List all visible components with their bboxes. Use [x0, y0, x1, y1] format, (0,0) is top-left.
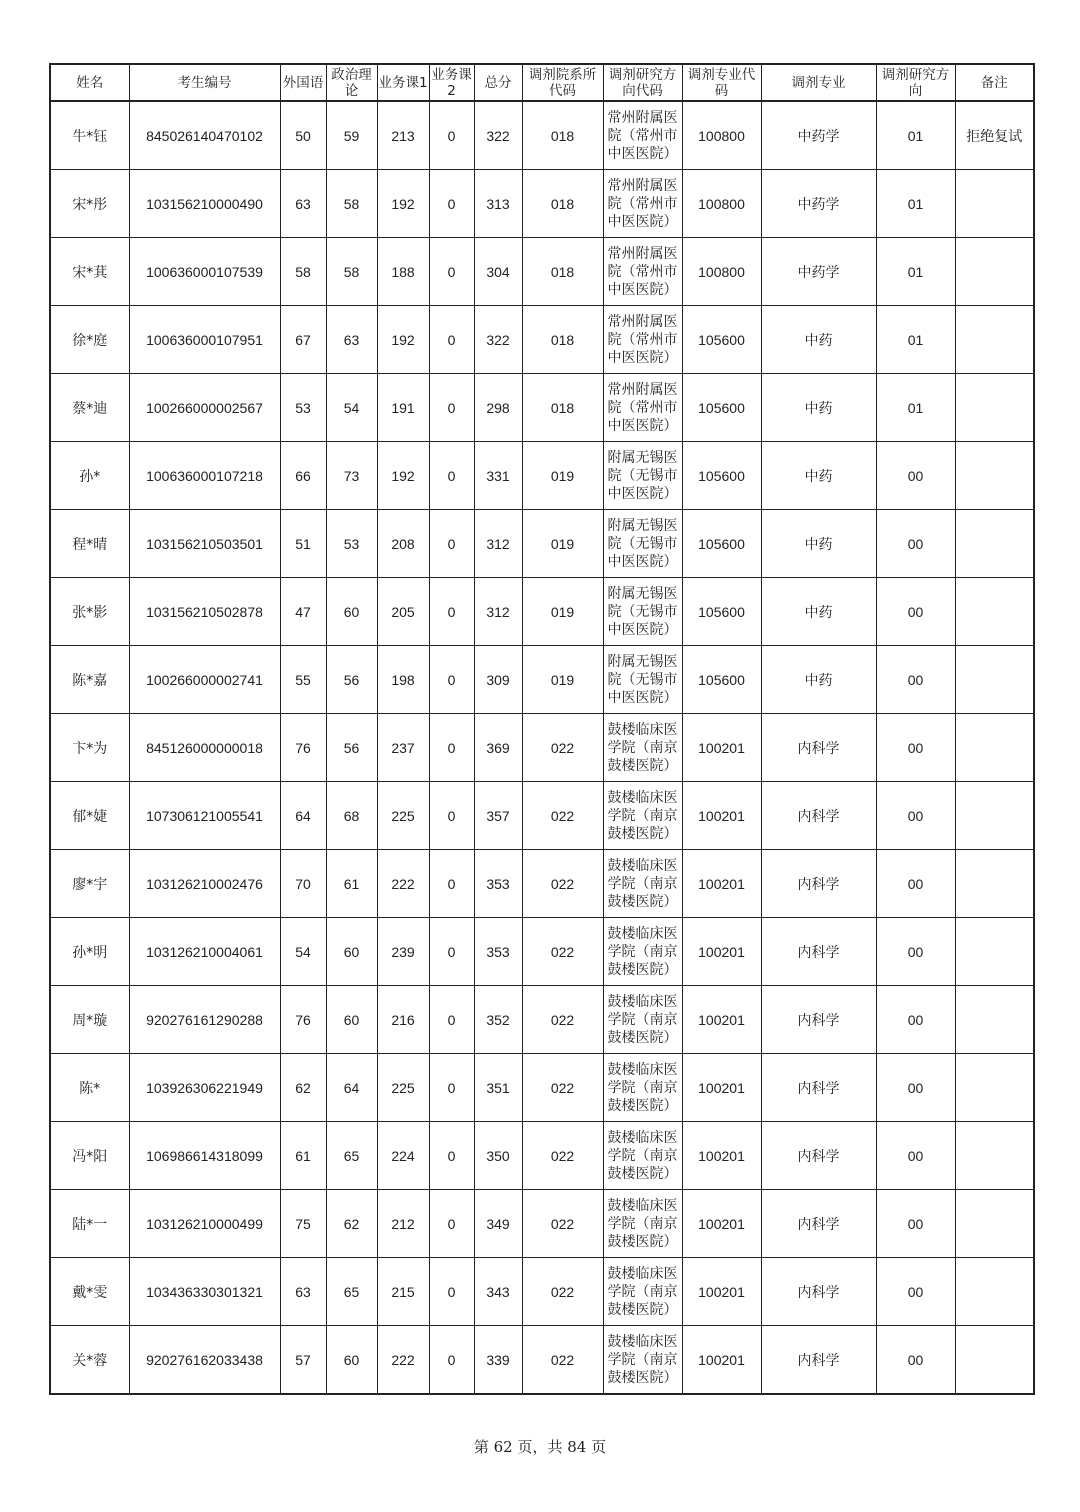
- cell-candidate-id: 100636000107218: [129, 442, 280, 510]
- cell-major-code: 100201: [682, 918, 761, 986]
- cell-name: 宋*彤: [50, 170, 129, 238]
- cell-subject2: 0: [429, 782, 474, 850]
- cell-politics: 64: [326, 1054, 377, 1122]
- table-row: [50, 1326, 1034, 1395]
- table-row: [50, 238, 1034, 306]
- cell-subject2: 0: [429, 850, 474, 918]
- cell-research-direction-code: 常州附属医院（常州市中医医院）: [603, 238, 682, 306]
- cell-research-direction-code: 附属无锡医院（无锡市中医医院）: [603, 510, 682, 578]
- cell-remarks: [955, 1122, 1034, 1190]
- table-row: [50, 374, 1034, 442]
- cell-research-direction-code: 鼓楼临床医学院（南京鼓楼医院）: [603, 1122, 682, 1190]
- header-research-direction: 调剂研究方向: [876, 64, 955, 101]
- cell-subject2: 0: [429, 578, 474, 646]
- admission-table: [49, 63, 1035, 1395]
- table-body: [50, 101, 1034, 1394]
- header-subject2: 业务课2: [429, 64, 474, 101]
- cell-name: 周*璇: [50, 986, 129, 1054]
- cell-subject2: 0: [429, 1326, 474, 1395]
- cell-dept-code: 022: [522, 1054, 603, 1122]
- cell-name: 戴*雯: [50, 1258, 129, 1326]
- cell-subject1: 188: [377, 238, 429, 306]
- cell-dept-code: 018: [522, 101, 603, 170]
- cell-politics: 62: [326, 1190, 377, 1258]
- table-row: [50, 1054, 1034, 1122]
- cell-research-direction: 01: [876, 238, 955, 306]
- cell-total: 331: [474, 442, 522, 510]
- cell-total: 309: [474, 646, 522, 714]
- cell-politics: 65: [326, 1258, 377, 1326]
- cell-candidate-id: 100266000002741: [129, 646, 280, 714]
- cell-subject1: 212: [377, 1190, 429, 1258]
- cell-subject1: 216: [377, 986, 429, 1054]
- cell-dept-code: 019: [522, 442, 603, 510]
- cell-candidate-id: 920276162033438: [129, 1326, 280, 1395]
- table-row: [50, 714, 1034, 782]
- cell-research-direction: 00: [876, 782, 955, 850]
- table-row: [50, 306, 1034, 374]
- table-row: [50, 782, 1034, 850]
- cell-politics: 63: [326, 306, 377, 374]
- cell-research-direction: 00: [876, 510, 955, 578]
- cell-subject1: 198: [377, 646, 429, 714]
- header-remarks: 备注: [955, 64, 1034, 101]
- cell-name: 孙*明: [50, 918, 129, 986]
- cell-subject2: 0: [429, 442, 474, 510]
- cell-foreign-language: 70: [280, 850, 326, 918]
- cell-dept-code: 022: [522, 782, 603, 850]
- cell-research-direction: 00: [876, 442, 955, 510]
- cell-foreign-language: 63: [280, 170, 326, 238]
- cell-total: 352: [474, 986, 522, 1054]
- cell-name: 牛*钰: [50, 101, 129, 170]
- cell-major-code: 100800: [682, 170, 761, 238]
- cell-major: 中药: [761, 442, 876, 510]
- cell-dept-code: 022: [522, 918, 603, 986]
- cell-candidate-id: 845126000000018: [129, 714, 280, 782]
- header-politics: 政治理论: [326, 64, 377, 101]
- table-row: [50, 578, 1034, 646]
- cell-name: 郁*婕: [50, 782, 129, 850]
- cell-subject1: 239: [377, 918, 429, 986]
- cell-major: 内科学: [761, 1326, 876, 1395]
- cell-name: 冯*阳: [50, 1122, 129, 1190]
- cell-dept-code: 019: [522, 646, 603, 714]
- cell-foreign-language: 57: [280, 1326, 326, 1395]
- header-research-direction-code: 调剂研究方向代码: [603, 64, 682, 101]
- cell-dept-code: 022: [522, 1258, 603, 1326]
- cell-major: 内科学: [761, 1258, 876, 1326]
- cell-foreign-language: 63: [280, 1258, 326, 1326]
- cell-remarks: [955, 646, 1034, 714]
- cell-subject2: 0: [429, 714, 474, 782]
- cell-major: 中药: [761, 646, 876, 714]
- cell-name: 关*蓉: [50, 1326, 129, 1395]
- cell-major-code: 100201: [682, 850, 761, 918]
- cell-research-direction: 00: [876, 850, 955, 918]
- header-major-code: 调剂专业代码: [682, 64, 761, 101]
- cell-dept-code: 022: [522, 850, 603, 918]
- cell-research-direction-code: 鼓楼临床医学院（南京鼓楼医院）: [603, 714, 682, 782]
- cell-total: 298: [474, 374, 522, 442]
- cell-politics: 54: [326, 374, 377, 442]
- header-foreign-language: 外国语: [280, 64, 326, 101]
- cell-subject2: 0: [429, 918, 474, 986]
- cell-dept-code: 022: [522, 986, 603, 1054]
- cell-subject1: 225: [377, 782, 429, 850]
- cell-major: 内科学: [761, 1122, 876, 1190]
- cell-politics: 58: [326, 170, 377, 238]
- cell-research-direction: 00: [876, 1326, 955, 1395]
- cell-research-direction: 00: [876, 1054, 955, 1122]
- header-name: 姓名: [50, 64, 129, 101]
- cell-foreign-language: 54: [280, 918, 326, 986]
- cell-dept-code: 018: [522, 238, 603, 306]
- cell-major-code: 100800: [682, 101, 761, 170]
- cell-dept-code: 022: [522, 1122, 603, 1190]
- header-dept-code: 调剂院系所代码: [522, 64, 603, 101]
- cell-major-code: 105600: [682, 442, 761, 510]
- header-total: 总分: [474, 64, 522, 101]
- cell-total: 357: [474, 782, 522, 850]
- cell-candidate-id: 103156210000490: [129, 170, 280, 238]
- cell-foreign-language: 51: [280, 510, 326, 578]
- cell-subject1: 213: [377, 101, 429, 170]
- cell-research-direction: 01: [876, 170, 955, 238]
- cell-major: 内科学: [761, 850, 876, 918]
- cell-major: 内科学: [761, 1190, 876, 1258]
- cell-research-direction-code: 附属无锡医院（无锡市中医医院）: [603, 578, 682, 646]
- cell-research-direction-code: 鼓楼临床医学院（南京鼓楼医院）: [603, 986, 682, 1054]
- cell-major: 内科学: [761, 782, 876, 850]
- cell-politics: 56: [326, 646, 377, 714]
- cell-remarks: [955, 918, 1034, 986]
- table-row: [50, 850, 1034, 918]
- cell-major: 内科学: [761, 986, 876, 1054]
- cell-dept-code: 022: [522, 1326, 603, 1395]
- cell-major: 中药学: [761, 101, 876, 170]
- cell-name: 程*晴: [50, 510, 129, 578]
- cell-dept-code: 018: [522, 170, 603, 238]
- cell-remarks: [955, 1258, 1034, 1326]
- cell-remarks: [955, 714, 1034, 782]
- cell-major-code: 100201: [682, 1122, 761, 1190]
- cell-remarks: [955, 578, 1034, 646]
- cell-research-direction: 01: [876, 374, 955, 442]
- cell-research-direction: 00: [876, 578, 955, 646]
- table-row: [50, 646, 1034, 714]
- cell-remarks: [955, 170, 1034, 238]
- header-major: 调剂专业: [761, 64, 876, 101]
- table-row: [50, 1190, 1034, 1258]
- cell-foreign-language: 50: [280, 101, 326, 170]
- cell-name: 陆*一: [50, 1190, 129, 1258]
- cell-name: 孙*: [50, 442, 129, 510]
- cell-major: 内科学: [761, 918, 876, 986]
- cell-subject2: 0: [429, 101, 474, 170]
- cell-remarks: [955, 850, 1034, 918]
- table-row: [50, 101, 1034, 170]
- cell-research-direction-code: 常州附属医院（常州市中医医院）: [603, 170, 682, 238]
- cell-candidate-id: 103926306221949: [129, 1054, 280, 1122]
- cell-name: 廖*宇: [50, 850, 129, 918]
- cell-major-code: 100201: [682, 1190, 761, 1258]
- cell-name: 宋*萁: [50, 238, 129, 306]
- cell-subject2: 0: [429, 170, 474, 238]
- cell-research-direction: 01: [876, 306, 955, 374]
- cell-dept-code: 018: [522, 306, 603, 374]
- cell-politics: 68: [326, 782, 377, 850]
- cell-politics: 60: [326, 578, 377, 646]
- cell-foreign-language: 58: [280, 238, 326, 306]
- header-subject1: 业务课1: [377, 64, 429, 101]
- cell-subject2: 0: [429, 238, 474, 306]
- cell-research-direction-code: 鼓楼临床医学院（南京鼓楼医院）: [603, 918, 682, 986]
- cell-candidate-id: 103156210502878: [129, 578, 280, 646]
- cell-remarks: [955, 782, 1034, 850]
- cell-politics: 60: [326, 986, 377, 1054]
- cell-candidate-id: 103126210002476: [129, 850, 280, 918]
- cell-total: 322: [474, 101, 522, 170]
- cell-remarks: [955, 986, 1034, 1054]
- cell-subject1: 225: [377, 1054, 429, 1122]
- cell-foreign-language: 76: [280, 986, 326, 1054]
- cell-name: 蔡*迪: [50, 374, 129, 442]
- cell-subject2: 0: [429, 510, 474, 578]
- cell-major-code: 105600: [682, 578, 761, 646]
- cell-research-direction-code: 附属无锡医院（无锡市中医医院）: [603, 442, 682, 510]
- table-row: [50, 1122, 1034, 1190]
- cell-subject2: 0: [429, 1054, 474, 1122]
- cell-total: 350: [474, 1122, 522, 1190]
- cell-politics: 65: [326, 1122, 377, 1190]
- cell-politics: 58: [326, 238, 377, 306]
- cell-research-direction-code: 鼓楼临床医学院（南京鼓楼医院）: [603, 1326, 682, 1395]
- cell-subject1: 222: [377, 850, 429, 918]
- cell-research-direction-code: 鼓楼临床医学院（南京鼓楼医院）: [603, 1054, 682, 1122]
- cell-candidate-id: 103156210503501: [129, 510, 280, 578]
- cell-research-direction: 00: [876, 714, 955, 782]
- cell-major-code: 100201: [682, 714, 761, 782]
- cell-subject2: 0: [429, 646, 474, 714]
- cell-candidate-id: 107306121005541: [129, 782, 280, 850]
- cell-research-direction-code: 附属无锡医院（无锡市中医医院）: [603, 646, 682, 714]
- cell-major: 中药: [761, 306, 876, 374]
- cell-subject1: 192: [377, 442, 429, 510]
- table-row: [50, 918, 1034, 986]
- cell-total: 353: [474, 918, 522, 986]
- cell-major-code: 105600: [682, 374, 761, 442]
- cell-candidate-id: 106986614318099: [129, 1122, 280, 1190]
- table-header-row: [50, 64, 1034, 101]
- cell-foreign-language: 66: [280, 442, 326, 510]
- cell-research-direction: 01: [876, 101, 955, 170]
- cell-research-direction-code: 鼓楼临床医学院（南京鼓楼医院）: [603, 850, 682, 918]
- cell-research-direction: 00: [876, 918, 955, 986]
- cell-subject2: 0: [429, 1190, 474, 1258]
- cell-major: 内科学: [761, 1054, 876, 1122]
- table-row: [50, 986, 1034, 1054]
- cell-research-direction-code: 常州附属医院（常州市中医医院）: [603, 101, 682, 170]
- cell-major-code: 100201: [682, 1054, 761, 1122]
- cell-candidate-id: 100636000107951: [129, 306, 280, 374]
- cell-candidate-id: 845026140470102: [129, 101, 280, 170]
- cell-total: 351: [474, 1054, 522, 1122]
- cell-name: 陈*: [50, 1054, 129, 1122]
- cell-research-direction-code: 常州附属医院（常州市中医医院）: [603, 306, 682, 374]
- cell-major: 中药学: [761, 238, 876, 306]
- cell-name: 卞*为: [50, 714, 129, 782]
- cell-dept-code: 019: [522, 578, 603, 646]
- cell-research-direction-code: 常州附属医院（常州市中医医院）: [603, 374, 682, 442]
- cell-research-direction-code: 鼓楼临床医学院（南京鼓楼医院）: [603, 1190, 682, 1258]
- cell-remarks: [955, 442, 1034, 510]
- cell-candidate-id: 100266000002567: [129, 374, 280, 442]
- cell-major: 内科学: [761, 714, 876, 782]
- cell-major: 中药: [761, 374, 876, 442]
- cell-subject2: 0: [429, 986, 474, 1054]
- cell-research-direction: 00: [876, 646, 955, 714]
- cell-total: 343: [474, 1258, 522, 1326]
- cell-remarks: [955, 510, 1034, 578]
- cell-total: 322: [474, 306, 522, 374]
- cell-candidate-id: 103436330301321: [129, 1258, 280, 1326]
- cell-subject1: 192: [377, 170, 429, 238]
- cell-politics: 73: [326, 442, 377, 510]
- table-row: [50, 170, 1034, 238]
- cell-politics: 60: [326, 1326, 377, 1395]
- cell-politics: 59: [326, 101, 377, 170]
- cell-foreign-language: 47: [280, 578, 326, 646]
- cell-dept-code: 018: [522, 374, 603, 442]
- cell-total: 349: [474, 1190, 522, 1258]
- cell-major-code: 100800: [682, 238, 761, 306]
- page-footer: 第 62 页，共 84 页: [473, 1438, 607, 1456]
- cell-name: 张*影: [50, 578, 129, 646]
- cell-subject2: 0: [429, 1258, 474, 1326]
- cell-remarks: [955, 306, 1034, 374]
- cell-foreign-language: 61: [280, 1122, 326, 1190]
- cell-subject2: 0: [429, 1122, 474, 1190]
- cell-remarks: [955, 1190, 1034, 1258]
- cell-major-code: 105600: [682, 306, 761, 374]
- cell-name: 陈*嘉: [50, 646, 129, 714]
- cell-research-direction: 00: [876, 1258, 955, 1326]
- cell-major-code: 100201: [682, 1258, 761, 1326]
- cell-subject2: 0: [429, 374, 474, 442]
- cell-major: 中药学: [761, 170, 876, 238]
- cell-politics: 60: [326, 918, 377, 986]
- cell-foreign-language: 55: [280, 646, 326, 714]
- cell-major: 中药: [761, 510, 876, 578]
- cell-major-code: 100201: [682, 1326, 761, 1395]
- cell-subject1: 205: [377, 578, 429, 646]
- table-row: [50, 510, 1034, 578]
- table-row: [50, 1258, 1034, 1326]
- cell-dept-code: 019: [522, 510, 603, 578]
- cell-total: 312: [474, 578, 522, 646]
- cell-remarks: [955, 238, 1034, 306]
- cell-foreign-language: 67: [280, 306, 326, 374]
- cell-subject1: 191: [377, 374, 429, 442]
- cell-remarks: 拒绝复试: [955, 101, 1034, 170]
- cell-total: 313: [474, 170, 522, 238]
- cell-foreign-language: 75: [280, 1190, 326, 1258]
- cell-foreign-language: 76: [280, 714, 326, 782]
- cell-remarks: [955, 374, 1034, 442]
- cell-major-code: 100201: [682, 986, 761, 1054]
- cell-name: 徐*庭: [50, 306, 129, 374]
- cell-subject1: 192: [377, 306, 429, 374]
- cell-dept-code: 022: [522, 714, 603, 782]
- cell-subject1: 208: [377, 510, 429, 578]
- cell-candidate-id: 103126210004061: [129, 918, 280, 986]
- cell-candidate-id: 920276161290288: [129, 986, 280, 1054]
- cell-major-code: 100201: [682, 782, 761, 850]
- cell-research-direction: 00: [876, 1190, 955, 1258]
- table-row: [50, 442, 1034, 510]
- cell-major: 中药: [761, 578, 876, 646]
- cell-foreign-language: 64: [280, 782, 326, 850]
- cell-total: 369: [474, 714, 522, 782]
- cell-research-direction-code: 鼓楼临床医学院（南京鼓楼医院）: [603, 782, 682, 850]
- header-candidate-id: 考生编号: [129, 64, 280, 101]
- cell-research-direction: 00: [876, 1122, 955, 1190]
- cell-dept-code: 022: [522, 1190, 603, 1258]
- cell-major-code: 105600: [682, 646, 761, 714]
- cell-total: 353: [474, 850, 522, 918]
- cell-candidate-id: 100636000107539: [129, 238, 280, 306]
- cell-candidate-id: 103126210000499: [129, 1190, 280, 1258]
- cell-foreign-language: 62: [280, 1054, 326, 1122]
- cell-politics: 56: [326, 714, 377, 782]
- cell-major-code: 105600: [682, 510, 761, 578]
- cell-politics: 53: [326, 510, 377, 578]
- cell-research-direction: 00: [876, 986, 955, 1054]
- cell-subject1: 222: [377, 1326, 429, 1395]
- cell-subject1: 237: [377, 714, 429, 782]
- cell-research-direction-code: 鼓楼临床医学院（南京鼓楼医院）: [603, 1258, 682, 1326]
- cell-politics: 61: [326, 850, 377, 918]
- cell-total: 312: [474, 510, 522, 578]
- cell-remarks: [955, 1054, 1034, 1122]
- cell-subject1: 215: [377, 1258, 429, 1326]
- cell-subject1: 224: [377, 1122, 429, 1190]
- cell-remarks: [955, 1326, 1034, 1395]
- cell-total: 339: [474, 1326, 522, 1395]
- cell-foreign-language: 53: [280, 374, 326, 442]
- cell-subject2: 0: [429, 306, 474, 374]
- cell-total: 304: [474, 238, 522, 306]
